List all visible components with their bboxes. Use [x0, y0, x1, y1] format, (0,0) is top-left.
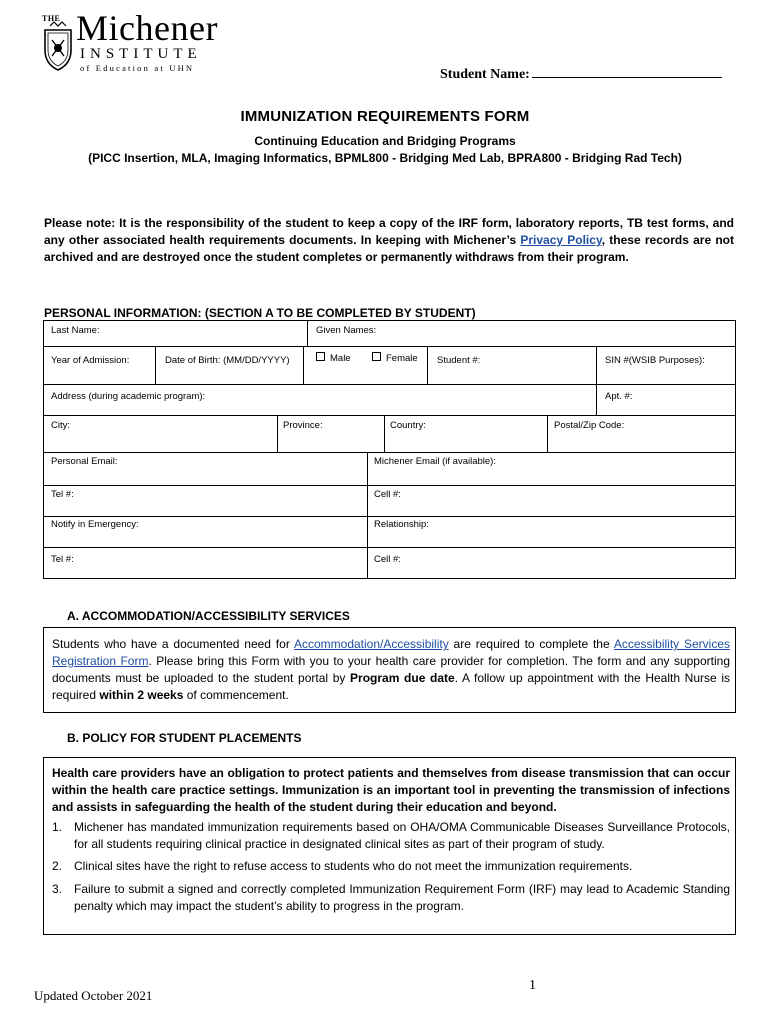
item-text: Failure to submit a signed and correctly completed Immunization Requirement Form (IRF) may lead to Academic Standing penalty which may impact the student’s ability to progress in the program. [74, 882, 730, 913]
form-title: IMMUNIZATION REQUIREMENTS FORM [240, 108, 530, 125]
michener-email-field[interactable]: Michener Email (if available): [374, 456, 496, 467]
last-name-field[interactable]: Last Name: [51, 325, 100, 336]
postal-code-field[interactable]: Postal/Zip Code: [554, 420, 625, 431]
row-divider [44, 516, 735, 517]
relationship-field[interactable]: Relationship: [374, 519, 429, 530]
female-checkbox[interactable] [372, 352, 418, 364]
col-divider [307, 321, 308, 346]
logo-the: THE [42, 14, 61, 23]
section-a-text-2: are required to complete the [448, 637, 614, 651]
male-checkbox[interactable] [316, 352, 351, 364]
michener-logo [42, 8, 242, 78]
policy-item [52, 819, 730, 853]
personal-info-heading: PERSONAL INFORMATION: (SECTION A TO BE COMPLETED BY STUDENT) [44, 306, 476, 320]
policy-intro: Health care providers have an obligation to protect patients and themselves from disease transmission that can occur within the health care practice settings. Immunization is an important tool in preventing the transmission of infections and assists in safeguarding the health of the student during their education and beyond. [52, 766, 730, 814]
page-number: 1 [529, 978, 536, 993]
checkbox-icon [316, 352, 325, 361]
student-name-label: Student Name: [440, 67, 530, 82]
row-divider [44, 346, 735, 347]
student-name-line[interactable] [532, 64, 722, 78]
note-text-2: , these records are not archived and are destroyed once the student completes or permanently withdraws from their program. [44, 233, 735, 264]
personal-email-field[interactable]: Personal Email: [51, 456, 118, 467]
col-divider [155, 346, 156, 384]
section-a-text-4: . A follow up appointment with the Health Nurse is required [52, 671, 730, 702]
row-divider [44, 452, 735, 453]
section-b-heading: B. POLICY FOR STUDENT PLACEMENTS [67, 731, 302, 745]
accommodation-link[interactable]: Accommodation/Accessibility [293, 637, 449, 651]
section-a-text-5: of commencement. [183, 688, 289, 702]
female-label: Female [386, 353, 418, 364]
male-label: Male [330, 353, 351, 364]
col-divider [303, 346, 304, 384]
item-text: Michener has mandated immunization requirements based on OHA/OMA Communicable Diseases Surveillance Protocols, for all students requiring clinical practice in designated clinical sites as part of their program of study. [74, 820, 730, 851]
item-number: 1. [52, 820, 63, 834]
emergency-tel-field[interactable]: Tel #: [51, 554, 74, 565]
section-a-box [43, 627, 736, 713]
col-divider [547, 415, 548, 452]
updated-date: Updated October 2021 [34, 988, 153, 1003]
dob-field[interactable]: Date of Birth: (MM/DD/YYYY) [165, 355, 290, 366]
item-number: 3. [52, 882, 63, 896]
program-due-date: Program due date [350, 671, 455, 685]
two-weeks-text: within 2 weeks [99, 688, 184, 702]
col-divider [277, 415, 278, 452]
section-a-text [52, 636, 730, 704]
logo-institute: INSTITUTE [80, 46, 202, 62]
item-number: 2. [52, 859, 63, 873]
col-divider [367, 452, 368, 578]
given-names-field[interactable]: Given Names: [316, 325, 377, 336]
section-a-text-3: . Please bring this Form with you to your health care provider for completion. The form and any supporting documents must be uploaded to the student portal by [52, 654, 730, 685]
row-divider [44, 485, 735, 486]
personal-info-table [43, 320, 736, 579]
col-divider [384, 415, 385, 452]
col-divider [596, 346, 597, 384]
col-divider [596, 384, 597, 415]
privacy-note [44, 215, 734, 266]
registration-form-link[interactable]: Accessibility Services Registration Form [52, 637, 731, 668]
city-field[interactable]: City: [51, 420, 70, 431]
logo-tagline: of Education at UHN [80, 63, 195, 73]
checkbox-icon [372, 352, 381, 361]
col-divider [427, 346, 428, 384]
note-text-1: Please note: It is the responsibility of the student to keep a copy of the IRF form, laboratory reports, TB test forms, and any other associated health requirements documents. In keeping with Michener’s [44, 216, 734, 247]
row-divider [44, 415, 735, 416]
student-number-field[interactable]: Student #: [437, 355, 481, 366]
logo-name: Michener [76, 8, 218, 48]
apt-field[interactable]: Apt. #: [605, 391, 633, 402]
item-text: Clinical sites have the right to refuse access to students who do not meet the immunization requirements. [74, 859, 633, 873]
row-divider [44, 384, 735, 385]
student-name-field[interactable] [440, 64, 722, 83]
crest-icon [42, 20, 74, 72]
row-divider [44, 547, 735, 548]
privacy-policy-link[interactable]: Privacy Policy [520, 233, 602, 247]
sin-field[interactable]: SIN #(WSIB Purposes): [605, 355, 705, 366]
policy-item [52, 881, 730, 915]
form-subtitle: Continuing Education and Bridging Programs [254, 134, 516, 148]
emergency-contact-field[interactable]: Notify in Emergency: [51, 519, 139, 530]
section-b-box [43, 757, 736, 935]
cell-field[interactable]: Cell #: [374, 489, 401, 500]
emergency-cell-field[interactable]: Cell #: [374, 554, 401, 565]
section-a-text-1: Students who have a documented need for [52, 637, 294, 651]
province-field[interactable]: Province: [283, 420, 323, 431]
address-field[interactable]: Address (during academic program): [51, 391, 206, 402]
tel-field[interactable]: Tel #: [51, 489, 74, 500]
section-a-heading: A. ACCOMMODATION/ACCESSIBILITY SERVICES [67, 609, 350, 623]
year-admission-field[interactable]: Year of Admission: [51, 355, 130, 366]
country-field[interactable]: Country: [390, 420, 426, 431]
policy-item [52, 858, 730, 875]
program-list: (PICC Insertion, MLA, Imaging Informatics, BPML800 - Bridging Med Lab, BPRA800 - Bridging Rad Tech) [88, 151, 682, 165]
